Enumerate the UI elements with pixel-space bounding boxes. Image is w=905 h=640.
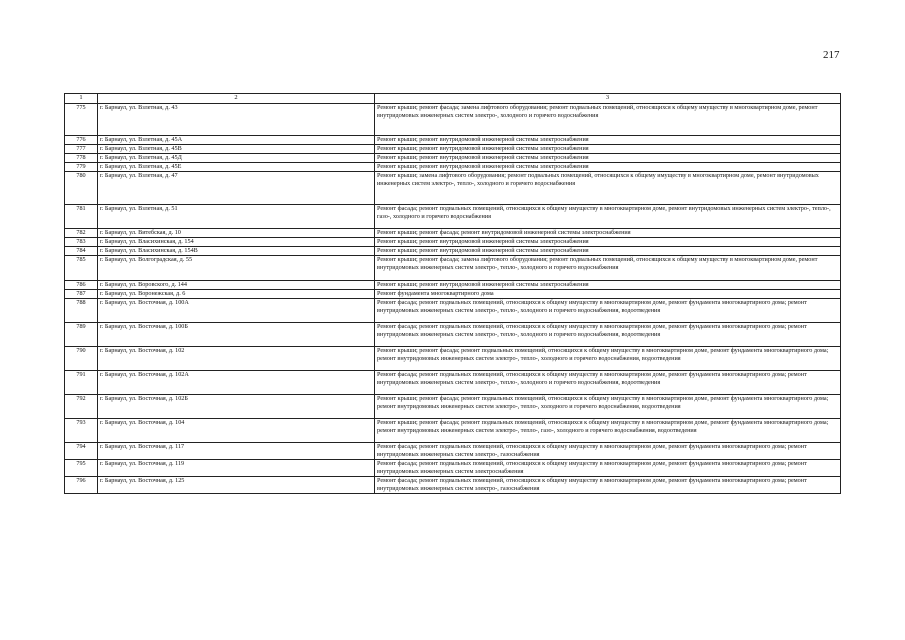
address-cell: г. Барнаул, ул. Восточная, д. 100А [98, 299, 375, 323]
page-number: 217 [823, 49, 840, 61]
row-number-cell: 787 [65, 290, 98, 299]
table-row [65, 154, 841, 163]
address-cell: г. Барнаул, ул. Взлетная, д. 45А [98, 136, 375, 145]
address-cell: г. Барнаул, ул. Восточная, д. 125 [98, 477, 375, 494]
table-row [65, 205, 841, 229]
table-row [65, 477, 841, 494]
table-row [65, 371, 841, 395]
table-row [65, 443, 841, 460]
table-row [65, 163, 841, 172]
works-cell: Ремонт фасада; ремонт подвальных помещений, относящихся к общему имуществу в многоквартирном доме, ремонт фундамента многоквартирного дома; ремонт внутридомовых инженерных систем электро-, газоснабжения [375, 477, 841, 494]
works-cell: Ремонт крыши; ремонт фасада; ремонт внутридомовой инженерной системы электроснабжения [375, 229, 841, 238]
address-cell: г. Барнаул, ул. Власихинская, д. 154 [98, 238, 375, 247]
works-cell: Ремонт крыши; ремонт внутридомовой инженерной системы электроснабжения [375, 145, 841, 154]
address-cell: г. Барнаул, ул. Взлетная, д. 45В [98, 145, 375, 154]
address-cell: г. Барнаул, ул. Воровского, д. 144 [98, 281, 375, 290]
table-row [65, 323, 841, 347]
column-header-1: 1 [65, 94, 98, 104]
row-number-cell: 785 [65, 256, 98, 281]
address-cell: г. Барнаул, ул. Восточная, д. 119 [98, 460, 375, 477]
row-number-cell: 793 [65, 419, 98, 443]
row-number-cell: 781 [65, 205, 98, 229]
table-row [65, 347, 841, 371]
address-cell: г. Барнаул, ул. Восточная, д. 100Б [98, 323, 375, 347]
table-row [65, 299, 841, 323]
works-cell: Ремонт крыши; ремонт фасада; ремонт подвальных помещений, относящихся к общему имуществу в многоквартирном доме, ремонт фундамента многоквартирного дома; ремонт внутридомовых инженерных систем электро-, тепло-, холодного и горячего водоснабжения, водоотведения [375, 395, 841, 419]
address-cell: г. Барнаул, ул. Восточная, д. 102А [98, 371, 375, 395]
column-header-2: 2 [98, 94, 375, 104]
works-cell: Ремонт крыши; ремонт внутридомовой инженерной системы электроснабжения [375, 136, 841, 145]
works-cell: Ремонт фасада; ремонт подвальных помещений, относящихся к общему имуществу в многоквартирном доме, ремонт фундамента многоквартирного дома; ремонт внутридомовых инженерных систем электро-, тепло-, холодного и горячего водоснабжения, водоотведения [375, 371, 841, 395]
table-row [65, 229, 841, 238]
table-row [65, 419, 841, 443]
repair-program-table [64, 93, 841, 494]
works-cell: Ремонт крыши; ремонт фасада; замена лифтового оборудования; ремонт подвальных помещений, относящихся к общему имуществу в многоквартирном доме, ремонт внутридомовых инженерных систем электро-, холодного и горячего водоснабжения [375, 104, 841, 136]
row-number-cell: 794 [65, 443, 98, 460]
row-number-cell: 784 [65, 247, 98, 256]
table-row [65, 395, 841, 419]
works-cell: Ремонт крыши; ремонт внутридомовой инженерной системы электроснабжения [375, 238, 841, 247]
works-cell: Ремонт крыши; ремонт внутридомовой инженерной системы электроснабжения [375, 163, 841, 172]
table-row [65, 238, 841, 247]
address-cell: г. Барнаул, ул. Взлетная, д. 43 [98, 104, 375, 136]
works-cell: Ремонт фундамента многоквартирного дома [375, 290, 841, 299]
address-cell: г. Барнаул, ул. Восточная, д. 102 [98, 347, 375, 371]
works-cell: Ремонт крыши; ремонт фасада; замена лифтового оборудования; ремонт подвальных помещений, относящихся к общему имуществу в многоквартирном доме, ремонт внутридомовых инженерных систем электро-, тепло-, холодного и горячего водоснабжения [375, 256, 841, 281]
row-number-cell: 788 [65, 299, 98, 323]
address-cell: г. Барнаул, ул. Власихинская, д. 154В [98, 247, 375, 256]
works-cell: Ремонт фасада; ремонт подвальных помещений, относящихся к общему имуществу в многоквартирном доме, ремонт фундамента многоквартирного дома; ремонт внутридомовых инженерных систем электро-, газоснабжения [375, 443, 841, 460]
address-cell: г. Барнаул, ул. Взлетная, д. 47 [98, 172, 375, 205]
row-number-cell: 778 [65, 154, 98, 163]
table-row [65, 247, 841, 256]
row-number-cell: 786 [65, 281, 98, 290]
table-row [65, 136, 841, 145]
address-cell: г. Барнаул, ул. Восточная, д. 117 [98, 443, 375, 460]
column-header-3: 3 [375, 94, 841, 104]
table-row [65, 460, 841, 477]
works-cell: Ремонт фасада; ремонт подвальных помещений, относящихся к общему имуществу в многоквартирном доме, ремонт фундамента многоквартирного дома; ремонт внутридомовых инженерных систем электро-, тепло-, холодного и горячего водоснабжения, водоотведения [375, 299, 841, 323]
works-cell: Ремонт фасада; ремонт подвальных помещений, относящихся к общему имуществу в многоквартирном доме, ремонт фундамента многоквартирного дома; ремонт внутридомовых инженерных систем электроснабжения [375, 460, 841, 477]
address-cell: г. Барнаул, ул. Волгоградская, д. 55 [98, 256, 375, 281]
works-cell: Ремонт фасада; ремонт подвальных помещений, относящихся к общему имуществу в многоквартирном доме, ремонт фундамента многоквартирного дома; ремонт внутридомовых инженерных систем электро-, тепло-, холодного и горячего водоснабжения, водоотведения [375, 323, 841, 347]
row-number-cell: 783 [65, 238, 98, 247]
works-cell: Ремонт крыши; ремонт фасада; ремонт подвальных помещений, относящихся к общему имуществу в многоквартирном доме, ремонт фундамента многоквартирного дома; ремонт внутридомовых инженерных систем электро-, тепло-, холодного и горячего водоснабжения, водоотведения [375, 347, 841, 371]
works-cell: Ремонт крыши; ремонт фасада; ремонт подвальных помещений, относящихся к общему имуществу в многоквартирном доме, ремонт фундамента многоквартирного дома; ремонт внутридомовых инженерных систем электро-, тепло-, газо-, холодного и горячего водоснабжения, водоотведения [375, 419, 841, 443]
address-cell: г. Барнаул, ул. Витебская, д. 10 [98, 229, 375, 238]
address-cell: г. Барнаул, ул. Взлетная, д. 51 [98, 205, 375, 229]
row-number-cell: 780 [65, 172, 98, 205]
address-cell: г. Барнаул, ул. Взлетная, д. 45Д [98, 154, 375, 163]
table-row [65, 172, 841, 205]
address-cell: г. Барнаул, ул. Восточная, д. 102Б [98, 395, 375, 419]
works-cell: Ремонт крыши; ремонт внутридомовой инженерной системы электроснабжения [375, 154, 841, 163]
row-number-cell: 775 [65, 104, 98, 136]
table-row [65, 256, 841, 281]
works-cell: Ремонт крыши; ремонт внутридомовой инженерной системы электроснабжения [375, 281, 841, 290]
table-row [65, 145, 841, 154]
row-number-cell: 792 [65, 395, 98, 419]
table-header-row [65, 94, 841, 104]
address-cell: г. Барнаул, ул. Воронежская, д. 6 [98, 290, 375, 299]
table-row [65, 104, 841, 136]
address-cell: г. Барнаул, ул. Восточная, д. 104 [98, 419, 375, 443]
table-row [65, 290, 841, 299]
row-number-cell: 776 [65, 136, 98, 145]
row-number-cell: 789 [65, 323, 98, 347]
table-row [65, 281, 841, 290]
row-number-cell: 791 [65, 371, 98, 395]
row-number-cell: 790 [65, 347, 98, 371]
row-number-cell: 779 [65, 163, 98, 172]
row-number-cell: 782 [65, 229, 98, 238]
address-cell: г. Барнаул, ул. Взлетная, д. 45Е [98, 163, 375, 172]
row-number-cell: 796 [65, 477, 98, 494]
row-number-cell: 795 [65, 460, 98, 477]
works-cell: Ремонт крыши; ремонт внутридомовой инженерной системы электроснабжения [375, 247, 841, 256]
works-cell: Ремонт крыши; замена лифтового оборудования; ремонт подвальных помещений, относящихся к общему имуществу в многоквартирном доме, ремонт внутридомовых инженерных систем электро-, тепло-, холодного и горячего водоснабжения [375, 172, 841, 205]
row-number-cell: 777 [65, 145, 98, 154]
works-cell: Ремонт фасада; ремонт подвальных помещений, относящихся к общему имуществу в многоквартирном доме, ремонт внутридомовых инженерных систем электро-, тепло-, газо-, холодного и горячего водоснабжения [375, 205, 841, 229]
